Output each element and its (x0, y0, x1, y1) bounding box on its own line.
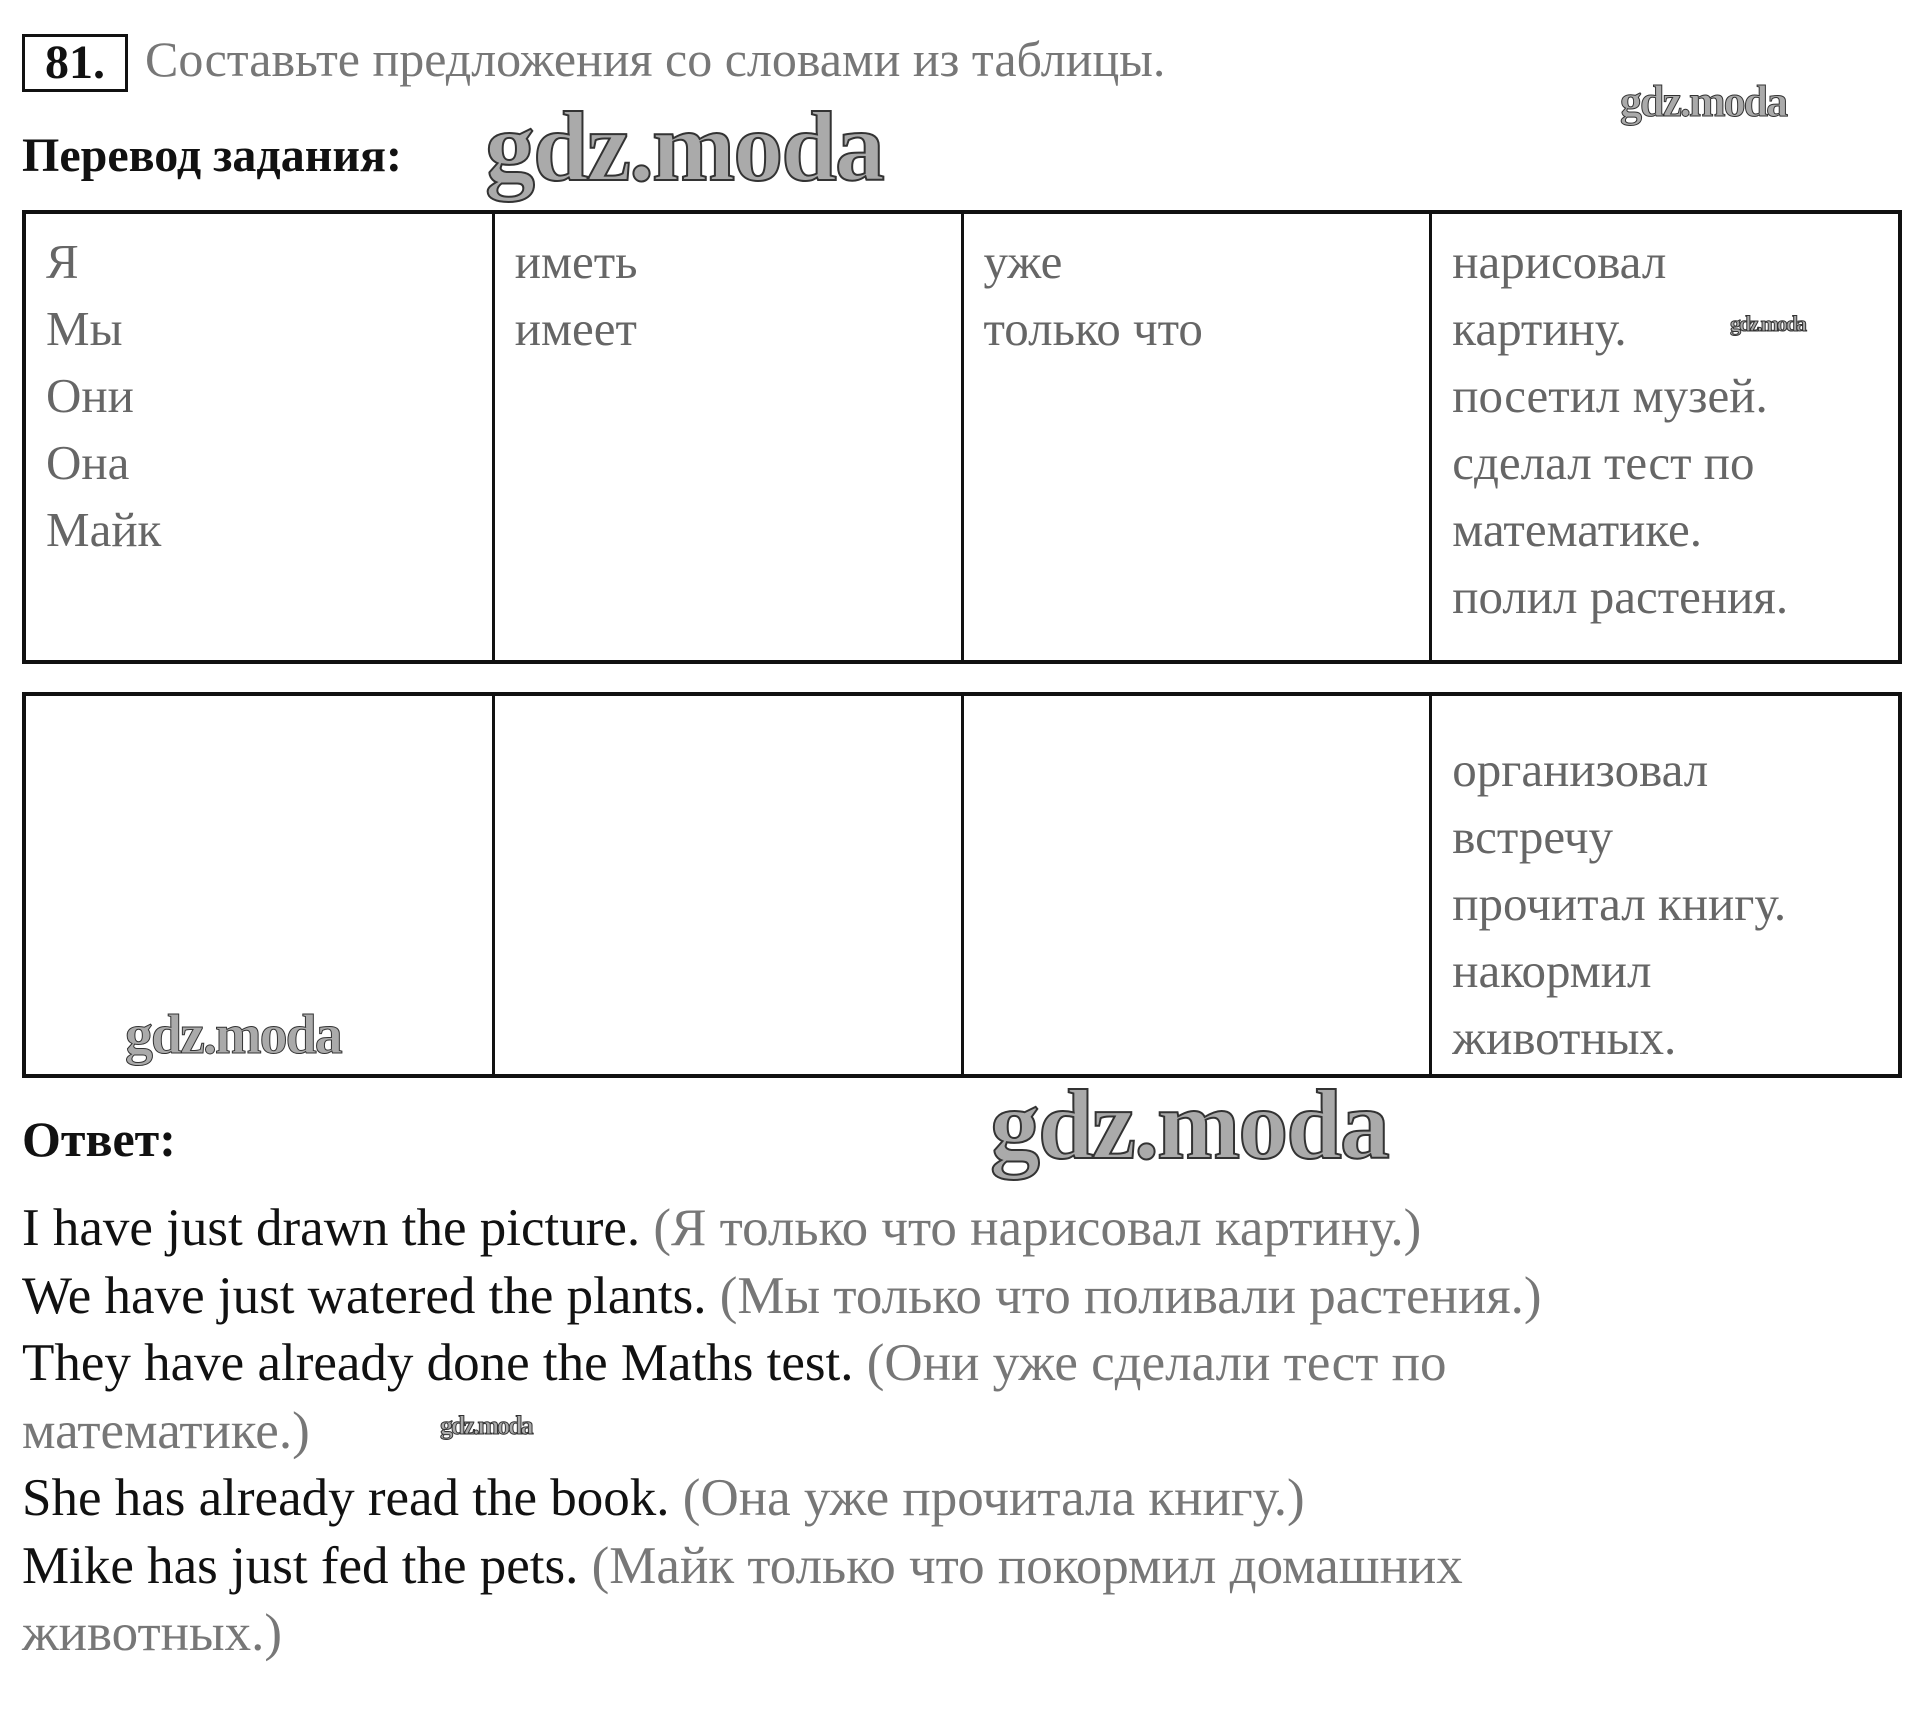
answer-line (22, 1330, 1642, 1465)
table-word: посетил музей. (1452, 368, 1768, 423)
table-column (964, 214, 1433, 660)
table-word: Они (46, 368, 134, 423)
task-text: Составьте предложения со словами из таблицы. (145, 31, 1166, 87)
answer-russian: (Мы только что поливали растения.) (719, 1266, 1542, 1325)
watermark: gdz.moda (440, 1411, 532, 1440)
table-column (495, 214, 964, 660)
table-column (26, 214, 495, 660)
watermark: gdz.moda (990, 1069, 1388, 1180)
table-word: полил растения. (1452, 569, 1789, 624)
table-word: Мы (46, 301, 123, 356)
table-column (1432, 214, 1898, 660)
table-column (495, 696, 964, 1074)
words-table-1 (22, 210, 1902, 664)
table-word: Я (46, 234, 79, 289)
answer-english: We have just watered the plants. (22, 1266, 707, 1325)
table-word: Она (46, 435, 130, 490)
answer-russian: (Майк только что покормил домашних животных.) (22, 1536, 1463, 1662)
watermark: gdz.moda (485, 91, 883, 202)
answer-russian: (Я только что нарисовал картину.) (653, 1199, 1422, 1257)
table-word: прочитал книгу. (1452, 876, 1787, 931)
table-word: сделал тест по (1452, 435, 1755, 490)
answer-russian: (Они уже сделали тест по математике.) (22, 1334, 1447, 1460)
table-word: иметь (514, 234, 638, 289)
table-word: картину. (1452, 301, 1627, 356)
table-column (964, 696, 1433, 1074)
answer-english: Mike has just fed the pets. (22, 1536, 579, 1595)
table-word: встречу (1452, 809, 1614, 864)
watermark: gdz.moda (125, 1004, 341, 1066)
answer-english: They have already done the Maths test. (22, 1334, 854, 1392)
table-word: только что (983, 301, 1203, 356)
translation-heading: Перевод задания: (22, 129, 402, 182)
table-word: нарисовал (1452, 234, 1667, 289)
table-word: уже (983, 234, 1063, 289)
table-word: имеет (514, 301, 637, 356)
table-word: накормил (1452, 943, 1652, 998)
watermark: gdz.moda (1620, 77, 1787, 126)
answer-heading: Ответ: (22, 1111, 176, 1167)
table-word: организовал (1452, 742, 1709, 797)
watermark: gdz.moda (1730, 311, 1806, 336)
answer-english: I have just drawn the picture. (22, 1199, 641, 1257)
table-column (1432, 696, 1898, 1074)
answer-russian: (Она уже прочитала книгу.) (682, 1469, 1305, 1527)
table-word: математике. (1452, 502, 1702, 557)
answer-line (22, 1195, 1722, 1263)
answer-line (22, 1533, 1662, 1668)
answer-english: She has already read the book. (22, 1469, 670, 1527)
answers-list (22, 1195, 1722, 1668)
answer-line (22, 1263, 1722, 1331)
answer-line (22, 1465, 1722, 1533)
table-word: животных. (1452, 1010, 1677, 1065)
exercise-number: 81. (22, 34, 128, 92)
table-word: Майк (46, 502, 162, 557)
